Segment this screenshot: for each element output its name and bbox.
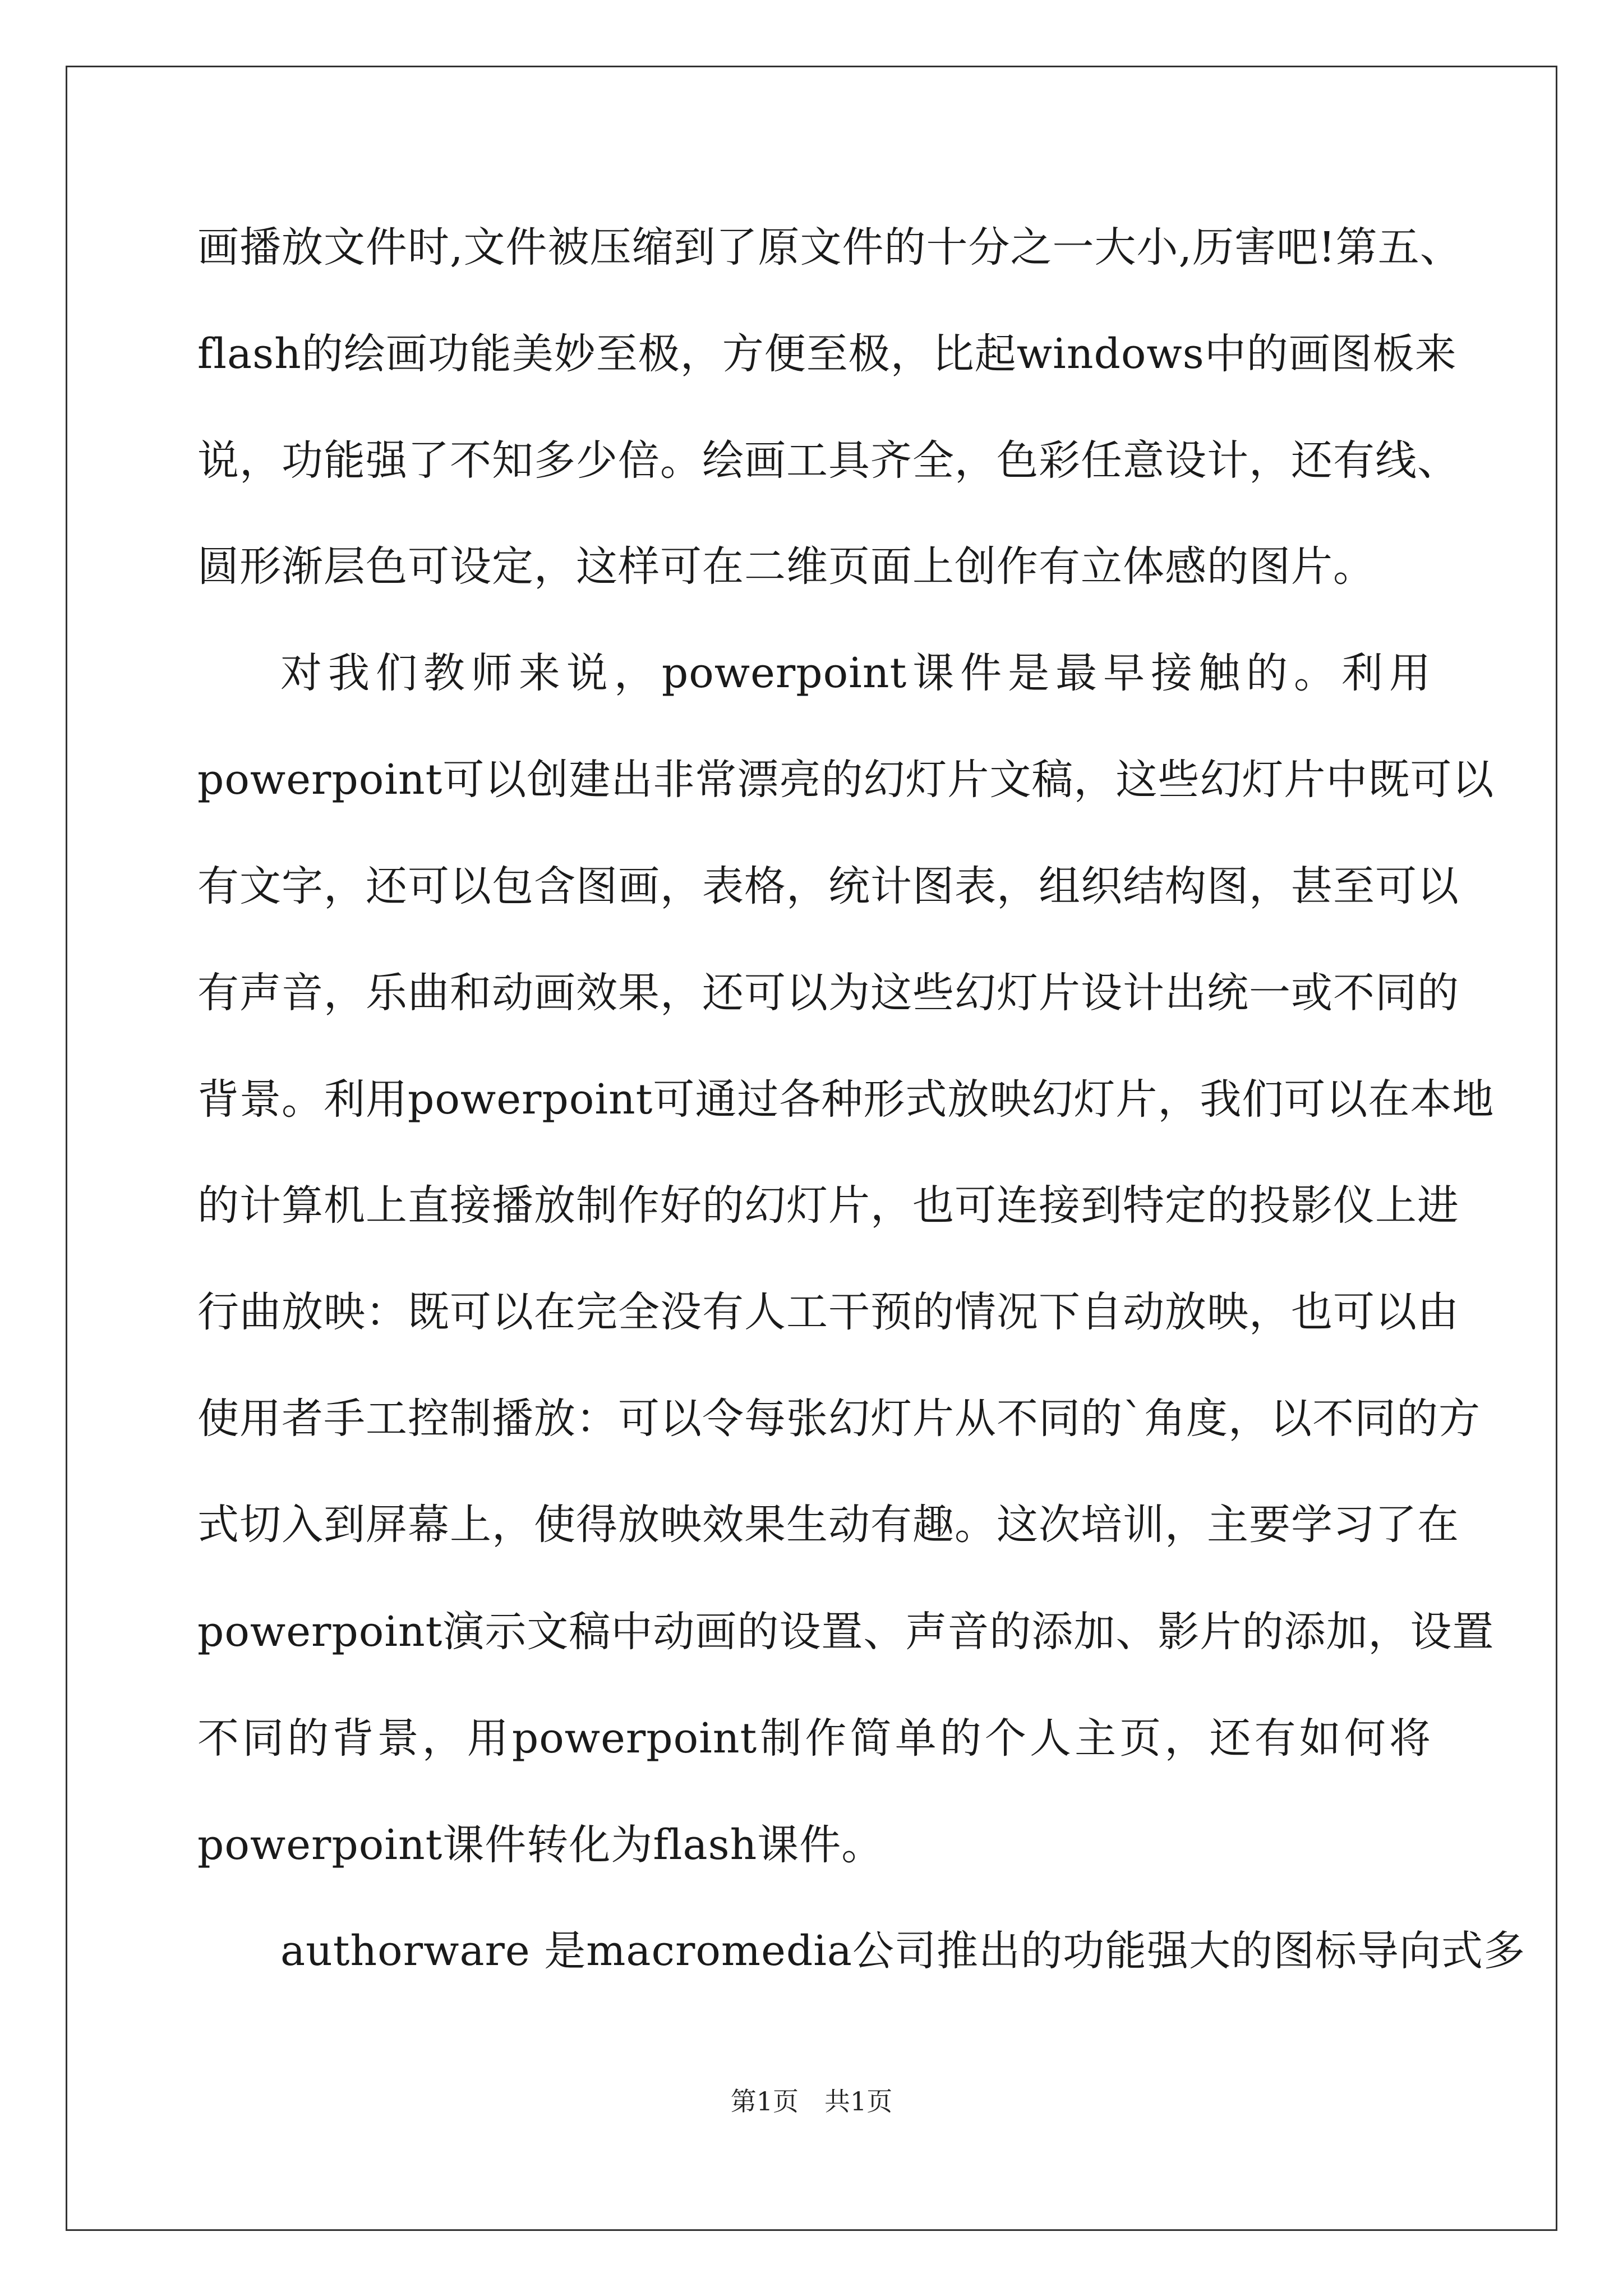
text-line: 圆形渐层色可设定，这样可在二维页面上创作有立体感的图片。 bbox=[197, 542, 1375, 591]
text-line: flash的绘画功能美妙至极，方便至极，比起windows中的画图板来 bbox=[197, 330, 1457, 378]
text-line: 对我们教师来说，powerpoint课件是最早接触的。利用 bbox=[280, 649, 1431, 697]
text-line: 行曲放映：既可以在完全没有人工干预的情况下自动放映，也可以由 bbox=[197, 1288, 1459, 1336]
text-line: powerpoint演示文稿中动画的设置、声音的添加、影片的添加，设置 bbox=[197, 1608, 1495, 1656]
text-line: 使用者手工控制播放：可以令每张幻灯片从不同的`角度，以不同的方 bbox=[197, 1395, 1481, 1443]
text-line: 有声音，乐曲和动画效果，还可以为这些幻灯片设计出统一或不同的 bbox=[197, 969, 1459, 1017]
page-number-footer: 第1页 共1页 bbox=[730, 2086, 893, 2116]
text-line: 式切入到屏幕上，使得放映效果生动有趣。这次培训，主要学习了在 bbox=[197, 1501, 1459, 1549]
text-line: 不同的背景，用powerpoint制作简单的个人主页，还有如何将 bbox=[197, 1714, 1431, 1763]
text-line: 说，功能强了不知多少倍。绘画工具齐全，色彩任意设计，还有线、 bbox=[197, 436, 1459, 485]
text-line: 有文字，还可以包含图画，表格，统计图表，组织结构图，甚至可以 bbox=[197, 862, 1459, 910]
text-line: authorware 是macromedia公司推出的功能强大的图标导向式多 bbox=[280, 1927, 1526, 1975]
text-line: 的计算机上直接播放制作好的幻灯片，也可连接到特定的投影仪上进 bbox=[197, 1181, 1459, 1230]
text-line: powerpoint课件转化为flash课件。 bbox=[197, 1821, 884, 1869]
text-line: 背景。利用powerpoint可通过各种形式放映幻灯片，我们可以在本地 bbox=[197, 1075, 1495, 1124]
text-line: 画播放文件时,文件被压缩到了原文件的十分之一大小,历害吧!第五、 bbox=[197, 223, 1462, 272]
text-line: powerpoint可以创建出非常漂亮的幻灯片文稿，这些幻灯片中既可以 bbox=[197, 756, 1495, 804]
page-border bbox=[66, 66, 1557, 2231]
